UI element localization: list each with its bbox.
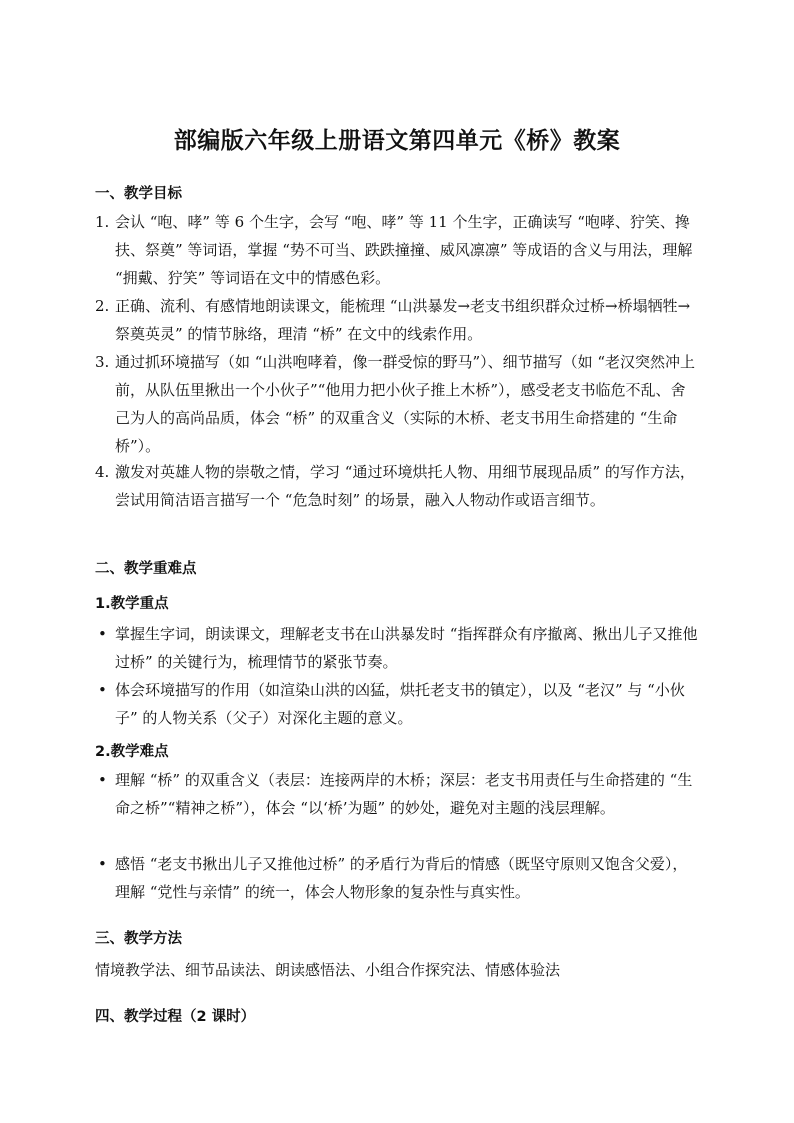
item-text: 体会环境描写的作用（如渲染山洪的凶猛，烘托老支书的镇定），以及 “老汉” 与 “小伙子” 的人物关系（父子）对深化主题的意义。 [115,681,685,727]
methods-text: 情境教学法、细节品读法、朗读感悟法、小组合作探究法、情感体验法 [95,961,561,979]
objective-item-4 [95,458,700,514]
item-text: 激发对英雄人物的崇敬之情，学习 “通过环境烘托人物、用细节展现品质” 的写作方法，尝试用简洁语言描写一个 “危急时刻” 的场景，融入人物动作或语言细节。 [115,463,695,509]
bullet-mark: • [98,771,107,789]
item-number: 3. [95,353,110,371]
subheading-difficulty: 2.教学难点 [95,744,169,760]
focus-bullet-2 [95,676,700,732]
focus-bullet-1 [95,620,700,676]
objective-item-2 [95,292,700,348]
section-heading-objectives: 一、教学目标 [95,186,182,202]
document-title: 部编版六年级上册语文第四单元《桥》教案 [173,128,621,154]
section-heading-key-points: 二、教学重难点 [95,561,197,577]
item-text: 感悟 “老支书揪出儿子又推他过桥” 的矛盾行为背后的情感（既坚守原则又饱含父爱），理解 “党性与亲情” 的统一，体会人物形象的复杂性与真实性。 [115,855,688,901]
item-text: 掌握生字词，朗读课文，理解老支书在山洪暴发时 “指挥群众有序撤离、揪出儿子又推他过桥” 的关键行为，梳理情节的紧张节奏。 [115,625,698,671]
item-number: 4. [95,463,110,481]
section-heading-process: 四、教学过程（2 课时） [95,1009,256,1025]
difficulty-bullet-2 [95,850,700,906]
item-number: 1. [95,213,110,231]
difficulty-bullet-1 [95,766,700,822]
objective-item-1 [95,208,700,292]
subheading-focus: 1.教学重点 [95,596,169,612]
bullet-mark: • [98,625,107,643]
objective-item-3 [95,348,700,460]
bullet-mark: • [98,855,107,873]
bullet-mark: • [98,681,107,699]
section-heading-methods: 三、教学方法 [95,931,182,947]
item-text: 会认 “咆、哮” 等 6 个生字，会写 “咆、哮” 等 11 个生字，正确读写 “咆哮、狞笑、搀扶、祭奠” 等词语，掌握 “势不可当、跌跌撞撞、威风凛凛” 等成语的含义与用法，理解 “拥戴、狞笑” 等词语在文中的情感色彩。 [115,213,693,287]
item-text: 理解 “桥” 的双重含义（表层：连接两岸的木桥；深层：老支书用责任与生命搭建的 “生命之桥”“精神之桥”），体会 “以‘桥’为题” 的妙处，避免对主题的浅层理解。 [115,771,693,817]
item-text: 正确、流利、有感情地朗读课文，能梳理 “山洪暴发→老支书组织群众过桥→桥塌牺牲→祭奠英灵” 的情节脉络，理清 “桥” 在文中的线索作用。 [115,297,691,343]
item-number: 2. [95,297,110,315]
item-text: 通过抓环境描写（如 “山洪咆哮着，像一群受惊的野马”）、细节描写（如 “老汉突然冲上前，从队伍里揪出一个小伙子”“他用力把小伙子推上木桥”），感受老支书临危不乱、舍己为人的高尚品质，体会 “桥” 的双重含义（实际的木桥、老支书用生命搭建的 “生命桥”）。 [115,353,696,455]
